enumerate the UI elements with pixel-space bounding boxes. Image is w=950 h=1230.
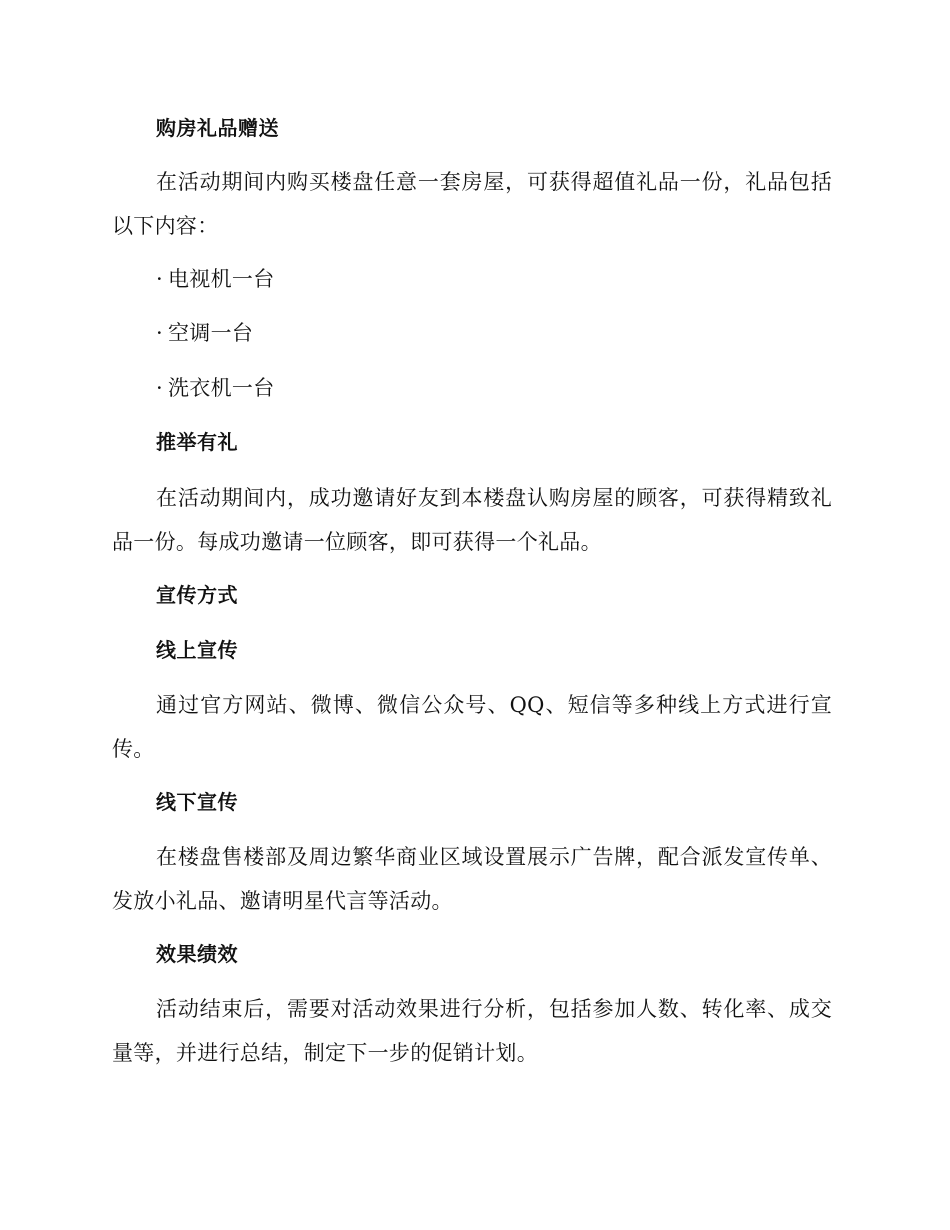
- gift-paragraph: 在活动期间内购买楼盘任意一套房屋，可获得超值礼品一份，礼品包括以下内容：: [112, 170, 832, 238]
- gift-item: [156, 265, 275, 293]
- referral-paragraph: 在活动期间内，成功邀请好友到本楼盘认购房屋的顾客，可获得精致礼品一份。每成功邀请一位顾客，即可获得一个礼品。: [112, 486, 832, 554]
- gift-item-label: 电视机一台: [168, 267, 275, 291]
- bullet-icon: ·: [156, 321, 163, 345]
- gift-item-label: 洗衣机一台: [168, 376, 275, 400]
- bullet-icon: ·: [156, 267, 163, 291]
- bullet-icon: ·: [156, 376, 163, 400]
- promo-heading: 宣传方式: [156, 583, 238, 607]
- gift-heading: 购房礼品赠送: [156, 116, 279, 140]
- effect-heading: 效果绩效: [156, 942, 238, 966]
- effect-paragraph: 活动结束后，需要对活动效果进行分析，包括参加人数、转化率、成交量等，并进行总结，制定下一步的促销计划。: [112, 997, 832, 1065]
- offline-paragraph: 在楼盘售楼部及周边繁华商业区域设置展示广告牌，配合派发宣传单、发放小礼品、邀请明星代言等活动。: [112, 845, 832, 913]
- offline-heading: 线下宣传: [156, 790, 238, 814]
- gift-item: [156, 319, 253, 347]
- online-paragraph: 通过官方网站、微博、微信公众号、QQ、短信等多种线上方式进行宣传。: [112, 693, 832, 761]
- gift-item: [156, 374, 275, 402]
- referral-heading: 推举有礼: [156, 430, 238, 454]
- online-heading: 线上宣传: [156, 638, 238, 662]
- gift-item-label: 空调一台: [168, 321, 254, 345]
